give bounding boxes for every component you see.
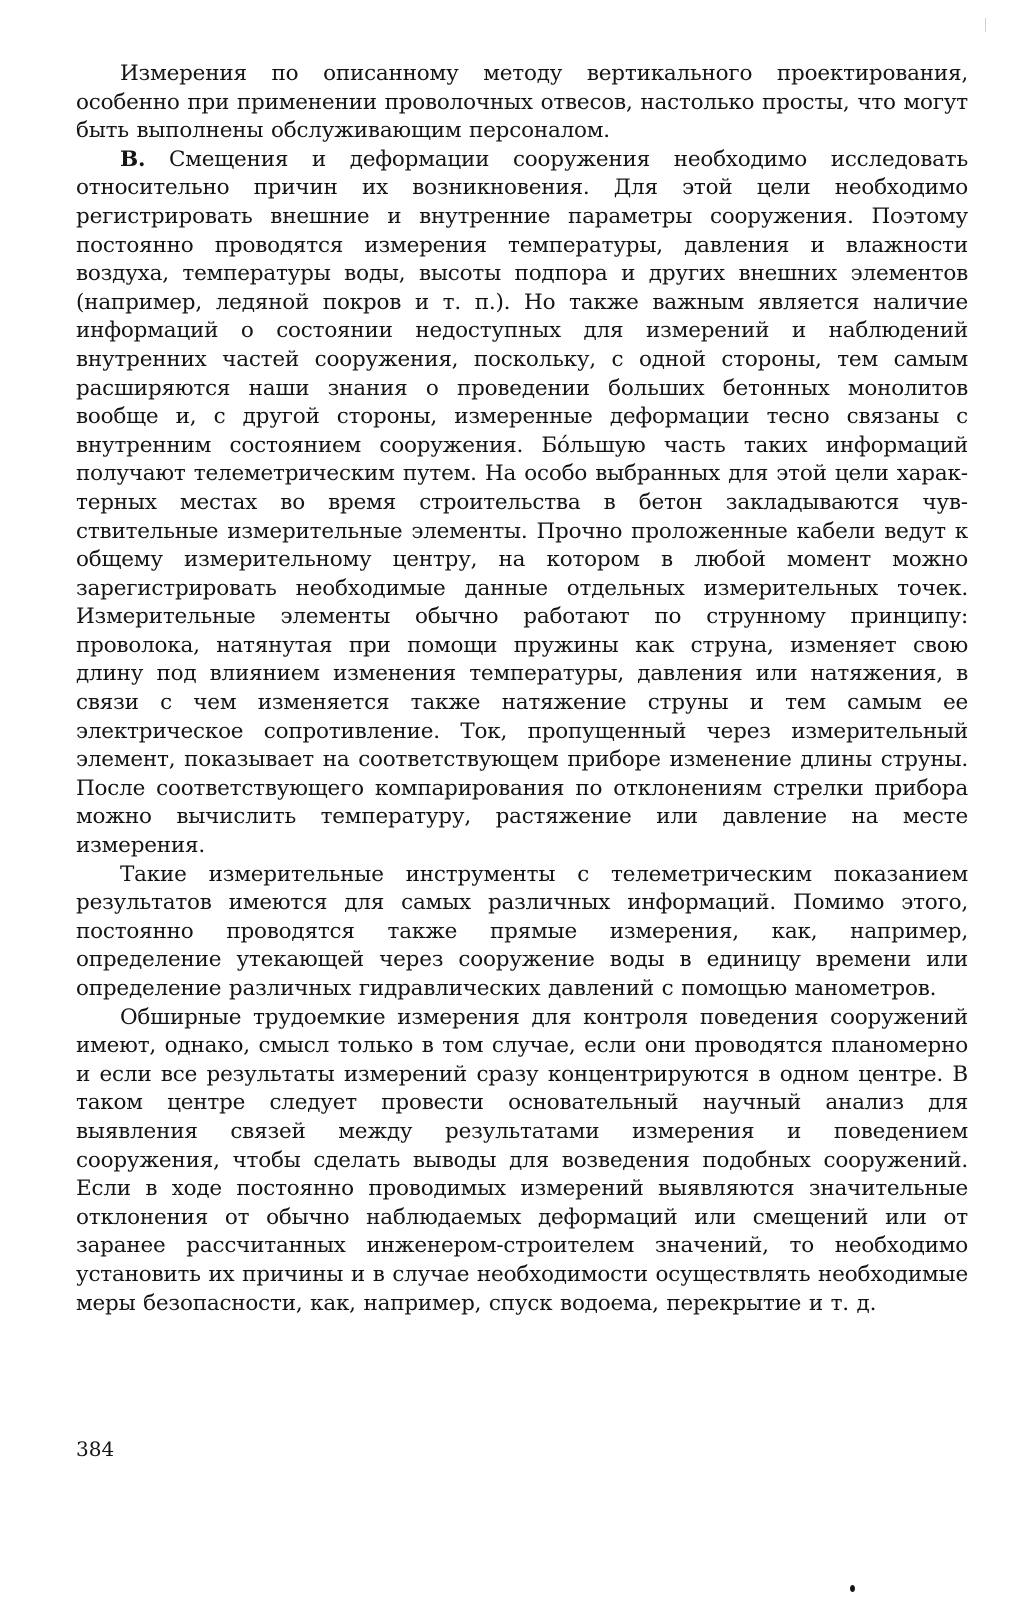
paragraph-text: Смещения и деформации сооружения необходимо исследовать относительно причин их возникновения. Для этой цели необходимо регистрировать внешние и внутренние параметры сооружения. Поэтому постоянно проводятся измерения температуры, давления и влажности воздуха, температуры воды, высоты подпора и других внешних элементов (например, ледяной покров и т. п.). Но также важным является наличие информаций о состоянии недоступных для измерений и наблюдений внутренних частей сооружения, поскольку, с одной стороны, тем самым расширяются наши знания о проведении больших бетонных монолитов вообще и, с другой стороны, измеренные деформации тесно связаны с внутренним состоянием сооружения. Бóльшую часть таких информаций получают телеметрическим путем. На особо выбранных для этой цели характерных местах во время строительства в бетон закладываются чувствительные измерительные элементы. Прочно проложенные кабели ведут к общему измерительному центру, на котором в любой момент можно зарегистрировать необходимые данные отдельных измерительных точек. Измерительные элементы обычно работают по струнному принципу: проволока, натянутая при помощи пружины как струна, изменяет свою длину под влиянием изменения температуры, давления или натяжения, в связи с чем изменяется также натяжение струны и тем самым ее электрическое сопротивление. Ток, пропущенный через измерительный элемент, показывает на соответствующем приборе изменение длины струны. После соответствующего компарирования по отклонениям стрелки прибора можно вычислить температуру, растяжение или давление на месте измерения. (76, 146, 968, 859)
page-body (76, 60, 968, 1318)
section-letter: В. (120, 146, 146, 172)
paragraph-text: Измерения по описанному методу вертикального проектирования, особенно при применении проволочных отвесов, настолько просты, что могут быть выполнены обслуживающим персоналом. (76, 61, 968, 144)
paragraph-measurement-center (76, 1004, 968, 1319)
paragraph-text: Такие измерительные инструменты с телеметрическим показанием результатов имеются для самых различных информаций. Помимо этого, постоянно проводятся также прямые измерения, как, например, определение утекающей через сооружение воды в единицу времени или определение различных гидравлических давлений с помощью манометров. (76, 861, 968, 1001)
paragraph-text: Обширные трудоемкие измерения для контроля поведения сооружений имеют, однако, смысл только в том случае, если они проводятся планомерно и если все результаты измерений сразу концентрируются в одном центре. В таком центре следует провести основательный научный анализ для выявления связей между результатами измерения и поведением сооружения, чтобы сделать выводы для возведения подобных сооружений. Если в ходе постоянно проводимых измерений выявляются значительные отклонения от обычно наблюдаемых деформаций или смещений или от заранее рассчитанных инженером-строителем значений, то необходимо установить их причины и в случае необходимости осуществлять необходимые меры безопасности, как, например, спуск водоема, перекрытие и т. д. (76, 1004, 968, 1316)
paragraph-displacements (76, 146, 968, 861)
page-number: 384 (76, 1437, 115, 1461)
paragraph-vertical-projection (76, 60, 968, 146)
scan-speck (850, 1585, 855, 1592)
paragraph-telemetric-instruments (76, 861, 968, 1004)
scan-edge-mark (985, 18, 986, 32)
